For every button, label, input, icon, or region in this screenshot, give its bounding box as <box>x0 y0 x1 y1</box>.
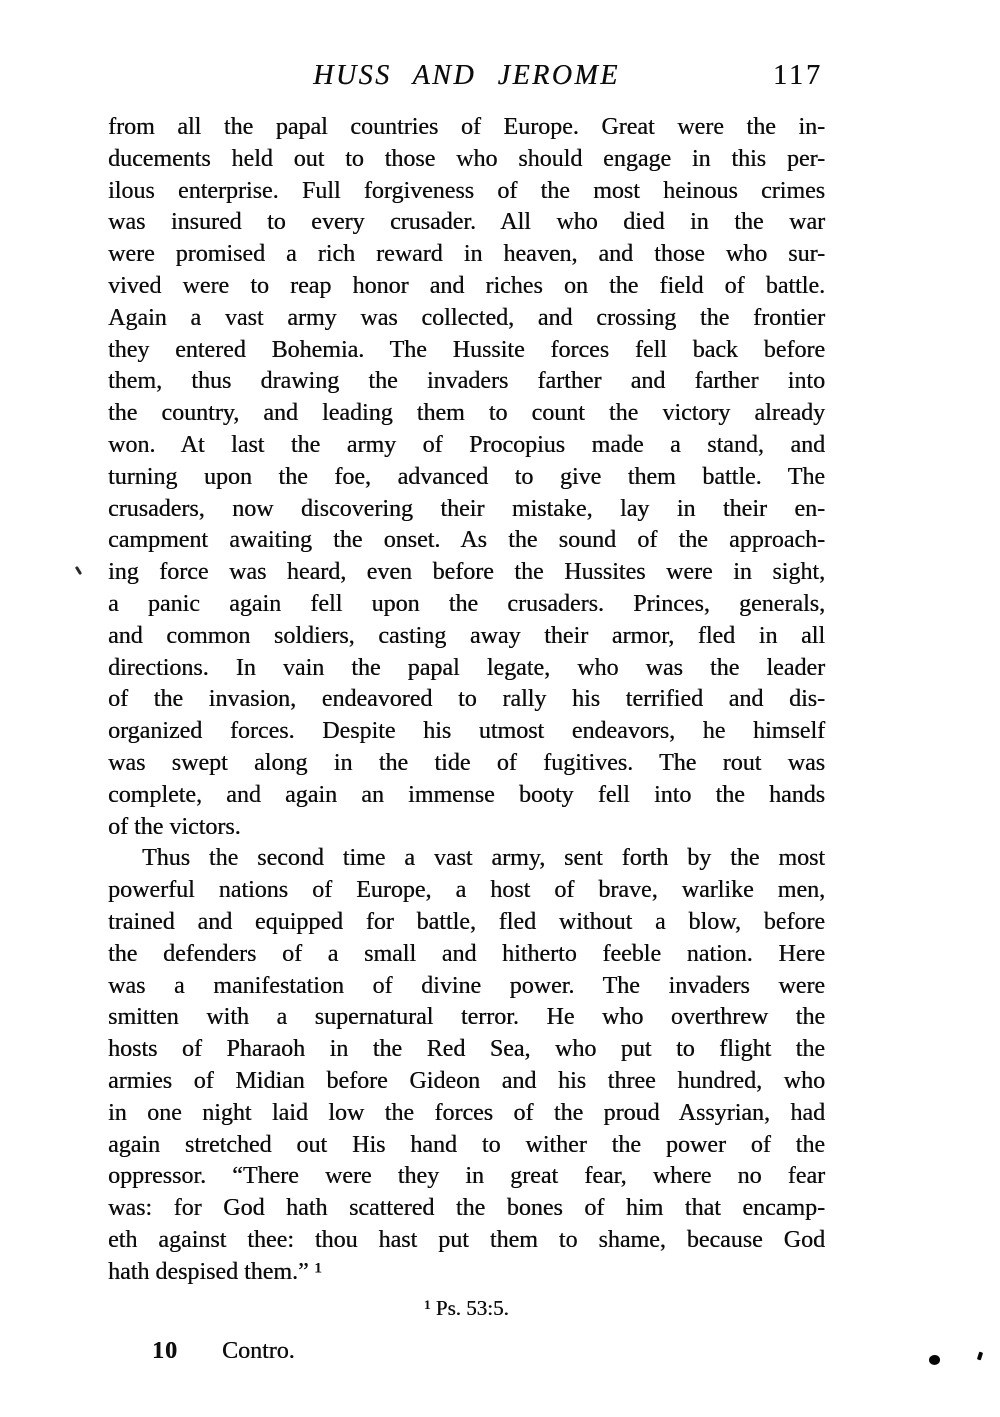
text-line: organized forces. Despite his utmost endeavors, he himself <box>108 718 825 745</box>
text-line: smitten with a supernatural terror. He who overthrew the <box>108 1004 825 1031</box>
text-line: and common soldiers, casting away their armor, fled in all <box>108 622 825 649</box>
ink-speck <box>929 1355 940 1365</box>
ink-speck <box>75 566 82 575</box>
text-line: were promised a rich reward in heaven, and those who sur- <box>108 241 825 268</box>
signature-number: 10 <box>152 1338 178 1364</box>
text-line: vived were to reap honor and riches on the field of battle. <box>108 272 825 299</box>
text-line: trained and equipped for battle, fled without a blow, before <box>108 908 825 935</box>
text-line: won. At last the army of Procopius made a stand, and <box>108 431 825 458</box>
text-line: the country, and leading them to count the victory already <box>108 400 825 427</box>
footnote: ¹ Ps. 53:5. <box>424 1296 509 1320</box>
text-line: the defenders of a small and hitherto feeble nation. Here <box>108 940 825 967</box>
text-line: of the invasion, endeavored to rally his terrified and dis- <box>108 686 825 713</box>
text-line: hosts of Pharaoh in the Red Sea, who put to flight the <box>108 1036 825 1063</box>
text-line: of the victors. <box>108 813 241 840</box>
text-line: ing force was heard, even before the Hussites were in sight, <box>108 559 825 586</box>
page-number: 117 <box>773 60 823 91</box>
text-line: eth against thee: thou hast put them to shame, because God <box>108 1226 825 1253</box>
text-line: crusaders, now discovering their mistake, lay in their en- <box>108 495 825 522</box>
text-line: them, thus drawing the invaders farther and farther into <box>108 368 825 395</box>
chapter-title: HUSS AND JEROME <box>313 60 620 91</box>
running-header <box>108 60 825 96</box>
body-text <box>108 112 825 1288</box>
text-line: they entered Bohemia. The Hussite forces fell back before <box>108 336 825 363</box>
text-line: Again a vast army was collected, and crossing the frontier <box>108 304 825 331</box>
text-line: was insured to every crusader. All who died in the war <box>108 209 825 236</box>
text-line: was swept along in the tide of fugitives. The rout was <box>108 749 825 776</box>
text-line: powerful nations of Europe, a host of brave, warlike men, <box>108 877 825 904</box>
text-line: from all the papal countries of Europe. Great were the in- <box>108 114 825 140</box>
text-line: in one night laid low the forces of the proud Assyrian, had <box>108 1099 825 1126</box>
text-line: ducements held out to those who should engage in this per- <box>108 145 825 172</box>
signature-label: Contro. <box>222 1338 295 1364</box>
text-line: armies of Midian before Gideon and his three hundred, who <box>108 1067 825 1094</box>
text-line: a panic again fell upon the crusaders. Princes, generals, <box>108 590 825 617</box>
ink-speck <box>977 1352 983 1361</box>
text-line: hath despised them.” ¹ <box>108 1258 322 1285</box>
text-line: campment awaiting the onset. As the sound of the approach- <box>108 527 825 554</box>
text-line: directions. In vain the papal legate, who was the leader <box>108 654 825 681</box>
text-line: oppressor. “There were they in great fear, where no fear <box>108 1163 825 1190</box>
text-line: again stretched out His hand to wither the power of the <box>108 1131 825 1158</box>
signature-line <box>152 1338 295 1365</box>
text-line: was: for God hath scattered the bones of him that encamp- <box>108 1195 825 1222</box>
text-line: was a manifestation of divine power. The invaders were <box>108 972 825 999</box>
text-line: ilous enterprise. Full forgiveness of the most heinous crimes <box>108 177 825 204</box>
text-line: turning upon the foe, advanced to give them battle. The <box>108 463 825 490</box>
text-line: complete, and again an immense booty fell into the hands <box>108 781 825 808</box>
text-line: Thus the second time a vast army, sent forth by the most <box>142 845 825 872</box>
